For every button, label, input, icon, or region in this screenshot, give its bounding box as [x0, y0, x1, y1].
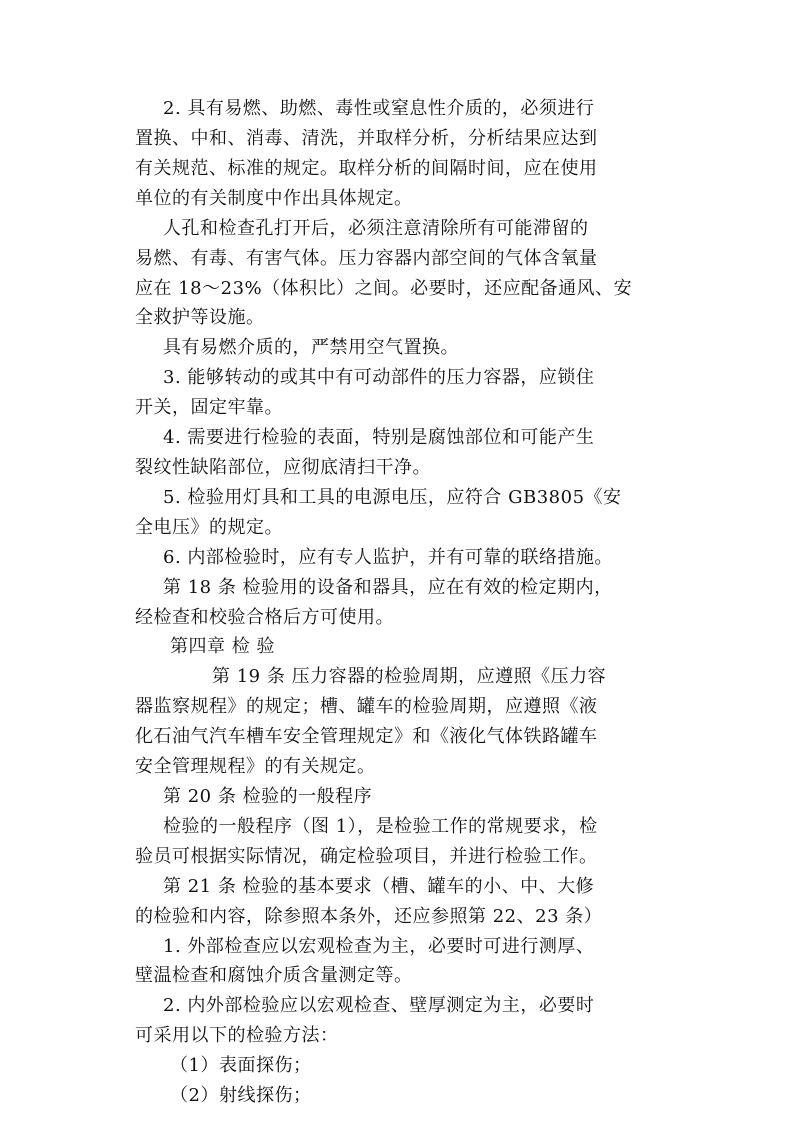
text-line: 5. 检验用灯具和工具的电源电压，应符合 GB3805《安	[163, 486, 622, 508]
text-line: 检验的一般程序（图 1），是检验工作的常规要求，检	[163, 815, 598, 837]
text-line: 第 20 条 检验的一般程序	[163, 785, 373, 807]
text-line: 具有易燃介质的，严禁用空气置换。	[163, 337, 459, 359]
text-line: 壁温检查和腐蚀介质含量测定等。	[135, 965, 413, 987]
text-line: 易燃、有毒、有害气体。压力容器内部空间的气体含氧量	[135, 247, 598, 269]
text-line: 4. 需要进行检验的表面，特别是腐蚀部位和可能产生	[163, 427, 595, 448]
text-line: 2. 具有易燃、助燃、毒性或窒息性介质的，必须进行	[163, 98, 595, 119]
text-line: 开关，固定牢靠。	[135, 397, 283, 419]
text-line: 3. 能够转动的或其中有可动部件的压力容器，应锁住	[163, 367, 595, 389]
text-line: 应在 18～23%（体积比）之间。必要时，还应配备通风、安	[135, 277, 633, 299]
text-line: 全电压》的规定。	[135, 516, 283, 538]
text-line: 的检验和内容，除参照本条外，还应参照第 22、23 条）	[135, 905, 603, 927]
text-line: 第 19 条 压力容器的检验周期，应遵照《压力容	[212, 666, 607, 688]
text-line: 经检查和校验合格后方可使用。	[135, 606, 394, 628]
text-line: 第 21 条 检验的基本要求（槽、罐车的小、中、大修	[163, 875, 595, 897]
text-line: 6. 内部检验时，应有专人监护，并有可靠的联络措施。	[163, 546, 613, 568]
text-line: 全救护等设施。	[135, 307, 265, 329]
text-line: 1. 外部检查应以宏观检查为主，必要时可进行测厚、	[163, 935, 595, 957]
text-line: 有关规范、标准的规定。取样分析的间隔时间，应在使用	[135, 157, 598, 179]
list-item: （1）表面探伤；	[170, 1055, 312, 1077]
text-line: 化石油气汽车槽车安全管理规定》和《液化气体铁路罐车	[135, 726, 598, 748]
text-line: 器监察规程》的规定；槽、罐车的检验周期，应遵照《液	[135, 696, 598, 718]
list-item: （2）射线探伤；	[170, 1085, 312, 1106]
text-line: 人孔和检查孔打开后，必须注意清除所有可能滞留的	[163, 217, 589, 239]
text-line: 安全管理规程》的有关规定。	[135, 756, 376, 777]
text-line: 可采用以下的检验方法：	[135, 1025, 339, 1047]
text-line: 2. 内外部检验应以宏观检查、壁厚测定为主，必要时	[163, 995, 595, 1017]
chapter-heading: 第四章 检 验	[170, 636, 275, 658]
text-line: 裂纹性缺陷部位，应彻底清扫干净。	[135, 456, 431, 478]
text-line: 第 18 条 检验用的设备和器具，应在有效的检定期内，	[163, 576, 613, 598]
text-line: 单位的有关制度中作出具体规定。	[135, 187, 413, 209]
text-line: 置换、中和、消毒、清洗，并取样分析，分析结果应达到	[135, 127, 598, 149]
text-line: 验员可根据实际情况，确定检验项目，并进行检验工作。	[135, 845, 598, 867]
